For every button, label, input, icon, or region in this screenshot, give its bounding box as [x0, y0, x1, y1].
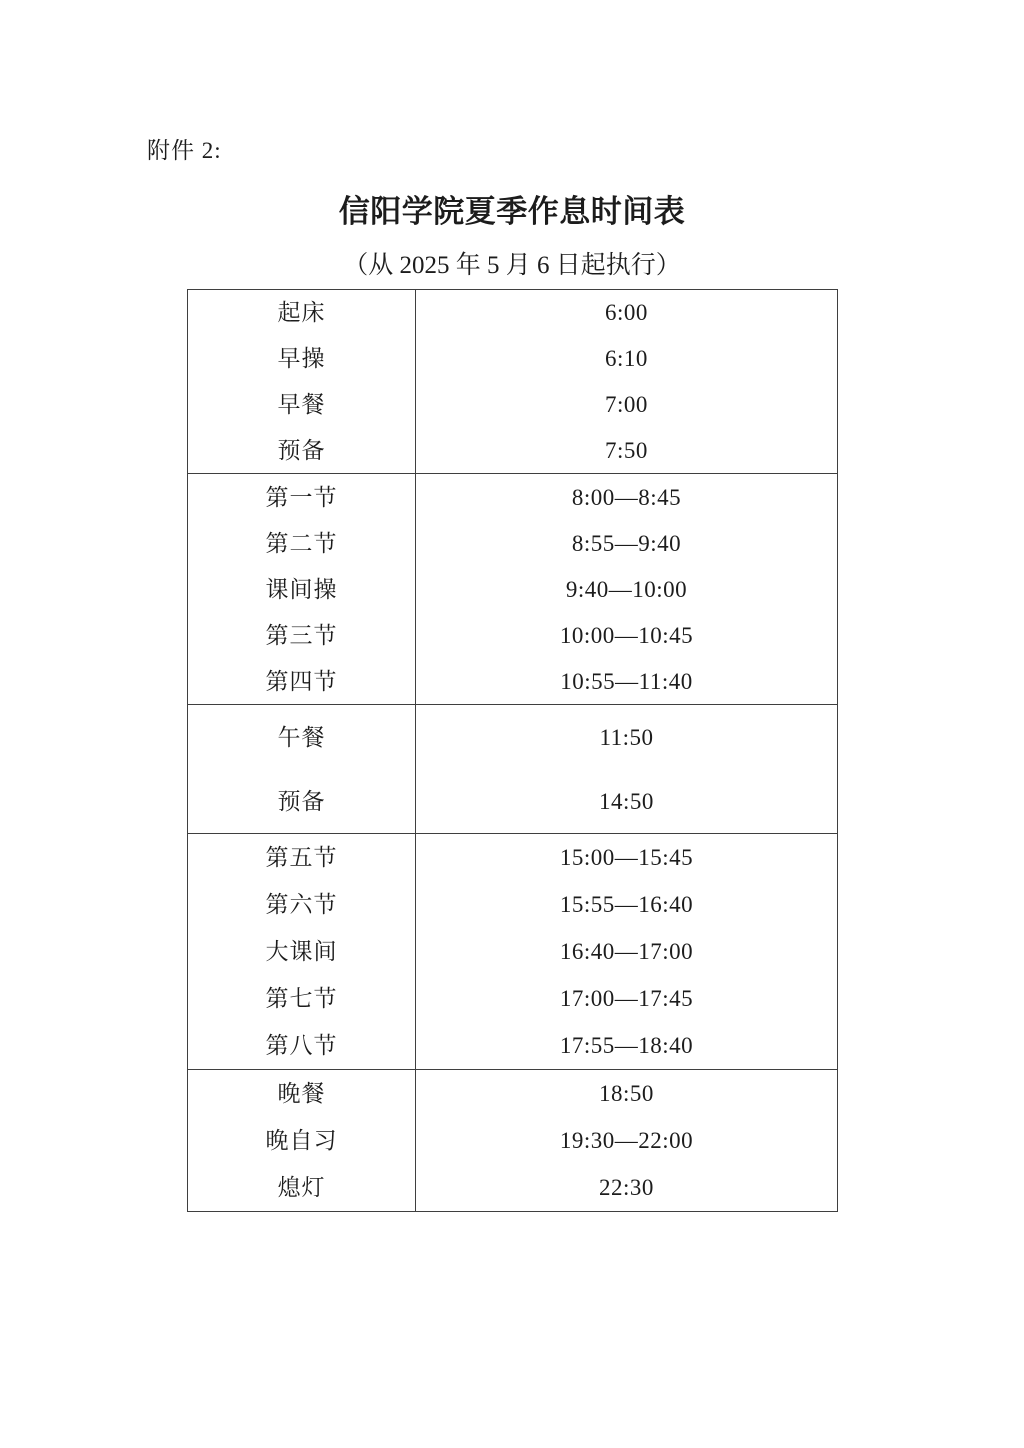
- activity-label: 预备: [188, 427, 416, 473]
- activity-label: 第七节: [188, 975, 416, 1022]
- activity-label: 大课间: [188, 928, 416, 975]
- time-value: 7:00: [605, 391, 648, 417]
- table-row: [188, 881, 837, 928]
- activity-label: 晚自习: [188, 1117, 416, 1164]
- table-row: [188, 382, 837, 428]
- activity-label: 午餐: [188, 705, 416, 769]
- activity-label: 第六节: [188, 881, 416, 928]
- activity-label: 第五节: [188, 834, 416, 881]
- time-value: 14:50: [599, 788, 654, 814]
- activity-label: 第八节: [188, 1022, 416, 1069]
- time-value: 17:00—17:45: [559, 986, 694, 1011]
- table-row: [188, 290, 837, 336]
- schedule-section: [188, 473, 837, 704]
- schedule-section: [188, 704, 837, 833]
- table-row: [188, 336, 837, 382]
- time-value: 11:50: [599, 724, 654, 750]
- schedule-section: [188, 833, 837, 1069]
- activity-label: 预备: [188, 769, 416, 833]
- time-value: 9:40—10:00: [565, 576, 688, 602]
- schedule-section: [188, 1069, 837, 1211]
- time-value: 18:50: [599, 1081, 654, 1106]
- table-row: [188, 769, 837, 833]
- time-value: 8:00—8:45: [571, 484, 682, 510]
- schedule-section: [188, 290, 837, 473]
- time-value: 15:55—16:40: [559, 892, 694, 917]
- activity-label: 早操: [188, 336, 416, 382]
- time-value: 10:55—11:40: [560, 668, 693, 694]
- table-row: [188, 612, 837, 658]
- activity-label: 课间操: [188, 566, 416, 612]
- table-row: [188, 658, 837, 704]
- table-row: [188, 705, 837, 769]
- activity-label: 起床: [188, 290, 416, 336]
- activity-label: 第四节: [188, 658, 416, 704]
- table-row: [188, 975, 837, 1022]
- activity-label: 第一节: [188, 474, 416, 520]
- table-row: [188, 474, 837, 520]
- table-row: [188, 1022, 837, 1069]
- table-row: [188, 566, 837, 612]
- schedule-table: [187, 289, 838, 1212]
- table-row: [188, 1164, 837, 1211]
- page-subtitle: （从 2025 年 5 月 6 日起执行）: [343, 252, 681, 279]
- activity-label: 熄灯: [188, 1164, 416, 1211]
- activity-label: 第三节: [188, 612, 416, 658]
- time-value: 6:10: [605, 346, 648, 372]
- time-value: 6:00: [605, 300, 648, 326]
- table-row: [188, 834, 837, 881]
- time-value: 22:30: [599, 1175, 654, 1200]
- time-value: 8:55—9:40: [571, 530, 682, 556]
- activity-label: 早餐: [188, 382, 416, 428]
- table-row: [188, 427, 837, 473]
- page-title: 信阳学院夏季作息时间表: [338, 194, 686, 229]
- table-row: [188, 1117, 837, 1164]
- activity-label: 晚餐: [188, 1070, 416, 1117]
- attachment-label: 附件 2:: [147, 138, 222, 163]
- time-value: 7:50: [605, 437, 648, 463]
- table-row: [188, 928, 837, 975]
- time-value: 16:40—17:00: [559, 939, 694, 964]
- time-value: 10:00—10:45: [559, 622, 694, 648]
- time-value: 17:55—18:40: [559, 1033, 694, 1058]
- table-row: [188, 1070, 837, 1117]
- time-value: 19:30—22:00: [559, 1128, 694, 1153]
- time-value: 15:00—15:45: [559, 845, 694, 870]
- activity-label: 第二节: [188, 520, 416, 566]
- table-row: [188, 520, 837, 566]
